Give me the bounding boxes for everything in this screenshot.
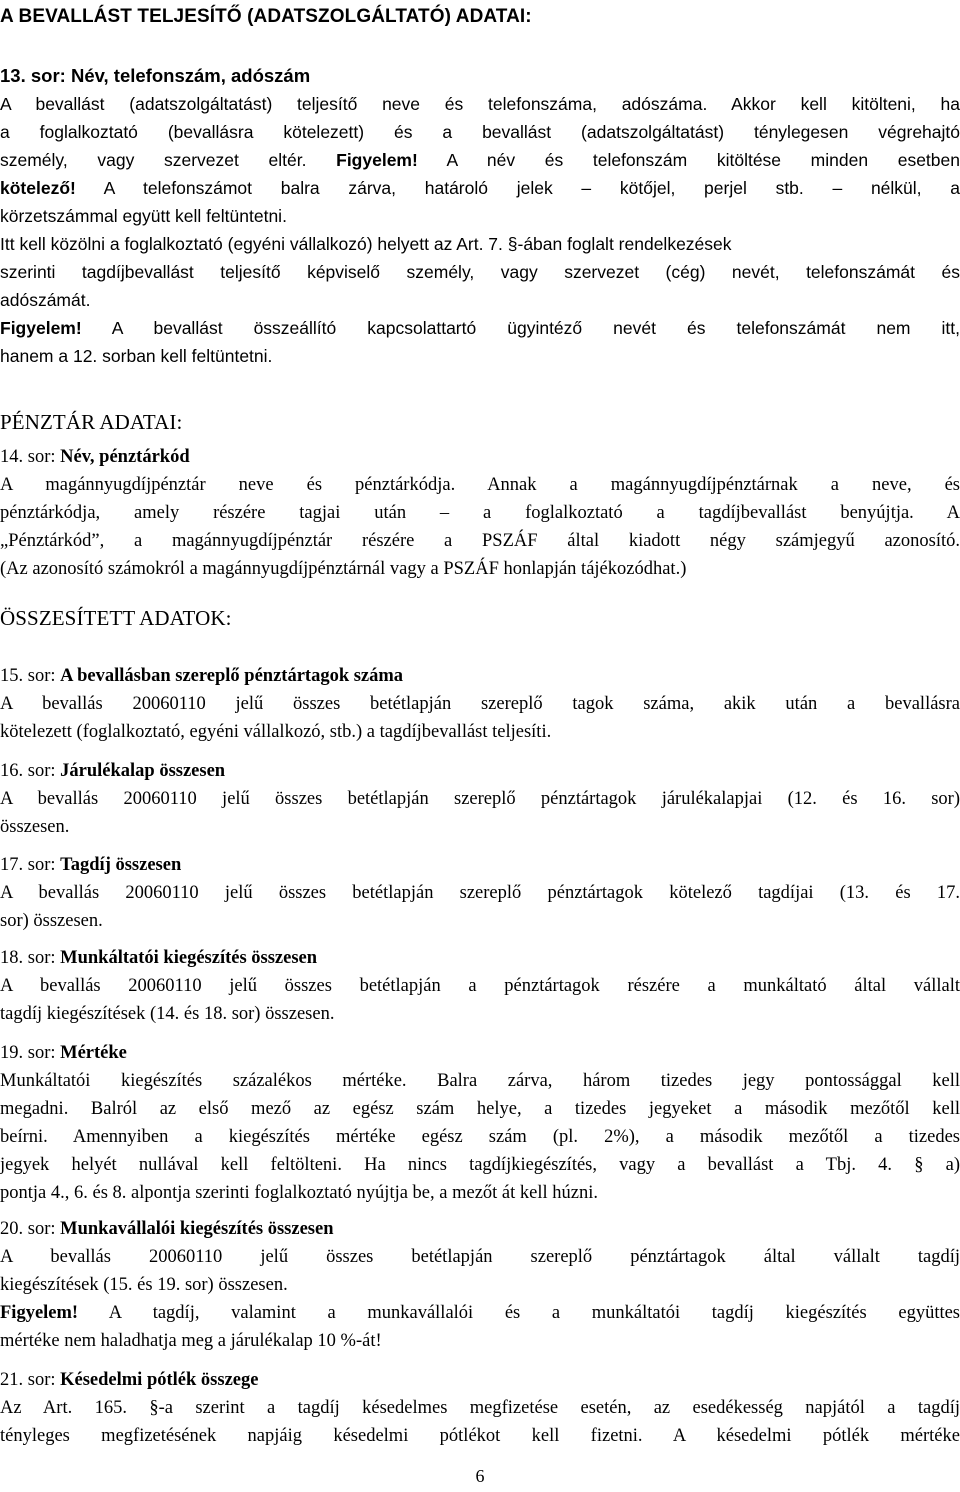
row-21-line: tényleges megfizetésének napjáig késedelmi pótlékot kell fizetni. A késedelmi pótlék mértéke — [0, 1426, 960, 1446]
row-20-line: Figyelem! A tagdíj, valamint a munkavállalói és a munkáltatói tagdíj kiegészítés együttes — [0, 1303, 960, 1323]
row-16-line: A bevallás 20060110 jelű összes betétlapján szereplő pénztártagok járulékalapjai (12. és 16. sor) — [0, 789, 960, 809]
row-18-title: 18. sor: Munkáltatói kiegészítés összesen — [0, 948, 318, 968]
row-13-line: Itt kell közölni a foglalkoztató (egyéni vállalkozó) helyett az Art. 7. §-ában foglalt rendelkezések — [0, 234, 732, 254]
row-14-section — [0, 443, 960, 583]
row-19-section — [0, 1039, 960, 1207]
row-17-section — [0, 851, 960, 935]
row-20-section — [0, 1215, 960, 1355]
row-17-title: 17. sor: Tagdíj összesen — [0, 855, 182, 875]
row-13-line: A bevallást (adatszolgáltatást) teljesítő neve és telefonszáma, adószáma. Akkor kell kitölteni, ha — [0, 94, 960, 114]
page-number: 6 — [475, 1466, 485, 1486]
row-13-section — [0, 62, 960, 370]
figyelem-label: Figyelem! — [0, 318, 82, 338]
row-16-line: összesen. — [0, 817, 70, 837]
row-14-line: „Pénztárkód”, a magánnyugdíjpénztár részére a PSZÁF által kiadott négy számjegyű azonosító. — [0, 531, 960, 551]
row-14-line: pénztárkódja, amely részére tagjai után – a foglalkoztató a tagdíjbevallást benyújtja. A — [0, 503, 960, 523]
row-13-line: személy, vagy szervezet eltér. Figyelem! A név és telefonszám kitöltése minden esetben — [0, 150, 960, 170]
row-17-line: A bevallás 20060110 jelű összes betétlapján szereplő pénztártagok kötelező tagdíjai (13. és 17. — [0, 883, 960, 903]
row-16-section — [0, 757, 960, 841]
row-15-line: kötelezett (foglalkoztató, egyéni vállalkozó, stb.) a tagdíjbevallást teljesíti. — [0, 722, 552, 742]
row-20-line: mértéke nem haladhatja meg a járulékalap 10 %-át! — [0, 1331, 382, 1351]
row-14-line: (Az azonosító számokról a magánnyugdíjpénztárnál vagy a PSZÁF honlapján tájékozódhat.) — [0, 559, 687, 579]
row-21-section — [0, 1366, 960, 1450]
row-15-line: A bevallás 20060110 jelű összes betétlapján szereplő tagok száma, akik után a bevallásra — [0, 694, 960, 714]
row-20-line: kiegészítések (15. és 19. sor) összesen. — [0, 1275, 288, 1295]
row-13-line: szerinti tagdíjbevallást teljesítő képviselő személy, vagy szervezet (cég) nevét, telefonszámát és — [0, 262, 960, 282]
row-13-title: 13. sor: Név, telefonszám, adószám — [0, 65, 311, 86]
row-19-line: pontja 4., 6. és 8. alpontja szerinti foglalkoztató nyújtja be, a mezőt át kell húzni. — [0, 1183, 598, 1203]
row-20-title: 20. sor: Munkavállalói kiegészítés összesen — [0, 1219, 334, 1239]
row-13-line: adószámát. — [0, 290, 91, 310]
penztar-heading: PÉNZTÁR ADATAI: — [0, 410, 183, 434]
row-18-line: tagdíj kiegészítések (14. és 18. sor) összesen. — [0, 1004, 335, 1024]
figyelem-label: Figyelem! — [0, 1303, 79, 1323]
row-19-line: Munkáltatói kiegészítés százalékos mértéke. Balra zárva, három tizedes jegy pontossággal kell — [0, 1071, 960, 1091]
row-16-title: 16. sor: Járulékalap összesen — [0, 761, 226, 781]
row-13-line: kötelező! A telefonszámot balra zárva, határoló jelek – kötőjel, perjel stb. – nélkül, a — [0, 178, 960, 198]
row-21-title: 21. sor: Késedelmi pótlék összege — [0, 1370, 259, 1390]
row-19-line: megadni. Balról az első mező az egész szám helye, a tizedes jegyeket a második mezőtől kell — [0, 1099, 960, 1119]
row-15-section — [0, 662, 960, 746]
row-19-title: 19. sor: Mértéke — [0, 1043, 127, 1063]
row-19-line: beírni. Amennyiben a kiegészítés mértéke egész szám (pl. 2%), a második mezőtől a tizedes — [0, 1127, 960, 1147]
page-heading: A BEVALLÁST TELJESÍTŐ (ADATSZOLGÁLTATÓ) ADATAI: — [0, 6, 532, 27]
row-14-line: A magánnyugdíjpénztár neve és pénztárkódja. Annak a magánnyugdíjpénztárnak a neve, és — [0, 475, 960, 495]
osszesitett-heading: ÖSSZESÍTETT ADATOK: — [0, 606, 232, 630]
row-18-line: A bevallás 20060110 jelű összes betétlapján a pénztártagok részére a munkáltató által vállalt — [0, 976, 960, 996]
row-19-line: jegyek helyét nullával kell feltölteni. Ha nincs tagdíjkiegészítés, vagy a bevallást a Tbj. 4. § a) — [0, 1155, 960, 1175]
figyelem-label: Figyelem! — [336, 150, 418, 170]
row-18-section — [0, 944, 960, 1028]
row-13-line: Figyelem! A bevallást összeállító kapcsolattartó ügyintéző nevét és telefonszámát nem itt, — [0, 318, 960, 338]
row-14-title: 14. sor: Név, pénztárkód — [0, 447, 190, 467]
row-20-line: A bevallás 20060110 jelű összes betétlapján szereplő pénztártagok által vállalt tagdíj — [0, 1247, 960, 1267]
row-21-line: Az Art. 165. §-a szerint a tagdíj késedelmes megfizetése esetén, az esedékesség napjától a tagdíj — [0, 1398, 960, 1418]
row-13-line: a foglalkoztató (bevallásra kötelezett) és a bevallást (adatszolgáltatást) ténylegesen végrehajtó — [0, 122, 960, 142]
row-13-line: körzetszámmal együtt kell feltüntetni. — [0, 206, 287, 226]
row-13-line: hanem a 12. sorban kell feltüntetni. — [0, 346, 273, 366]
row-17-line: sor) összesen. — [0, 911, 103, 931]
row-15-title: 15. sor: A bevallásban szereplő pénztártagok száma — [0, 666, 404, 686]
